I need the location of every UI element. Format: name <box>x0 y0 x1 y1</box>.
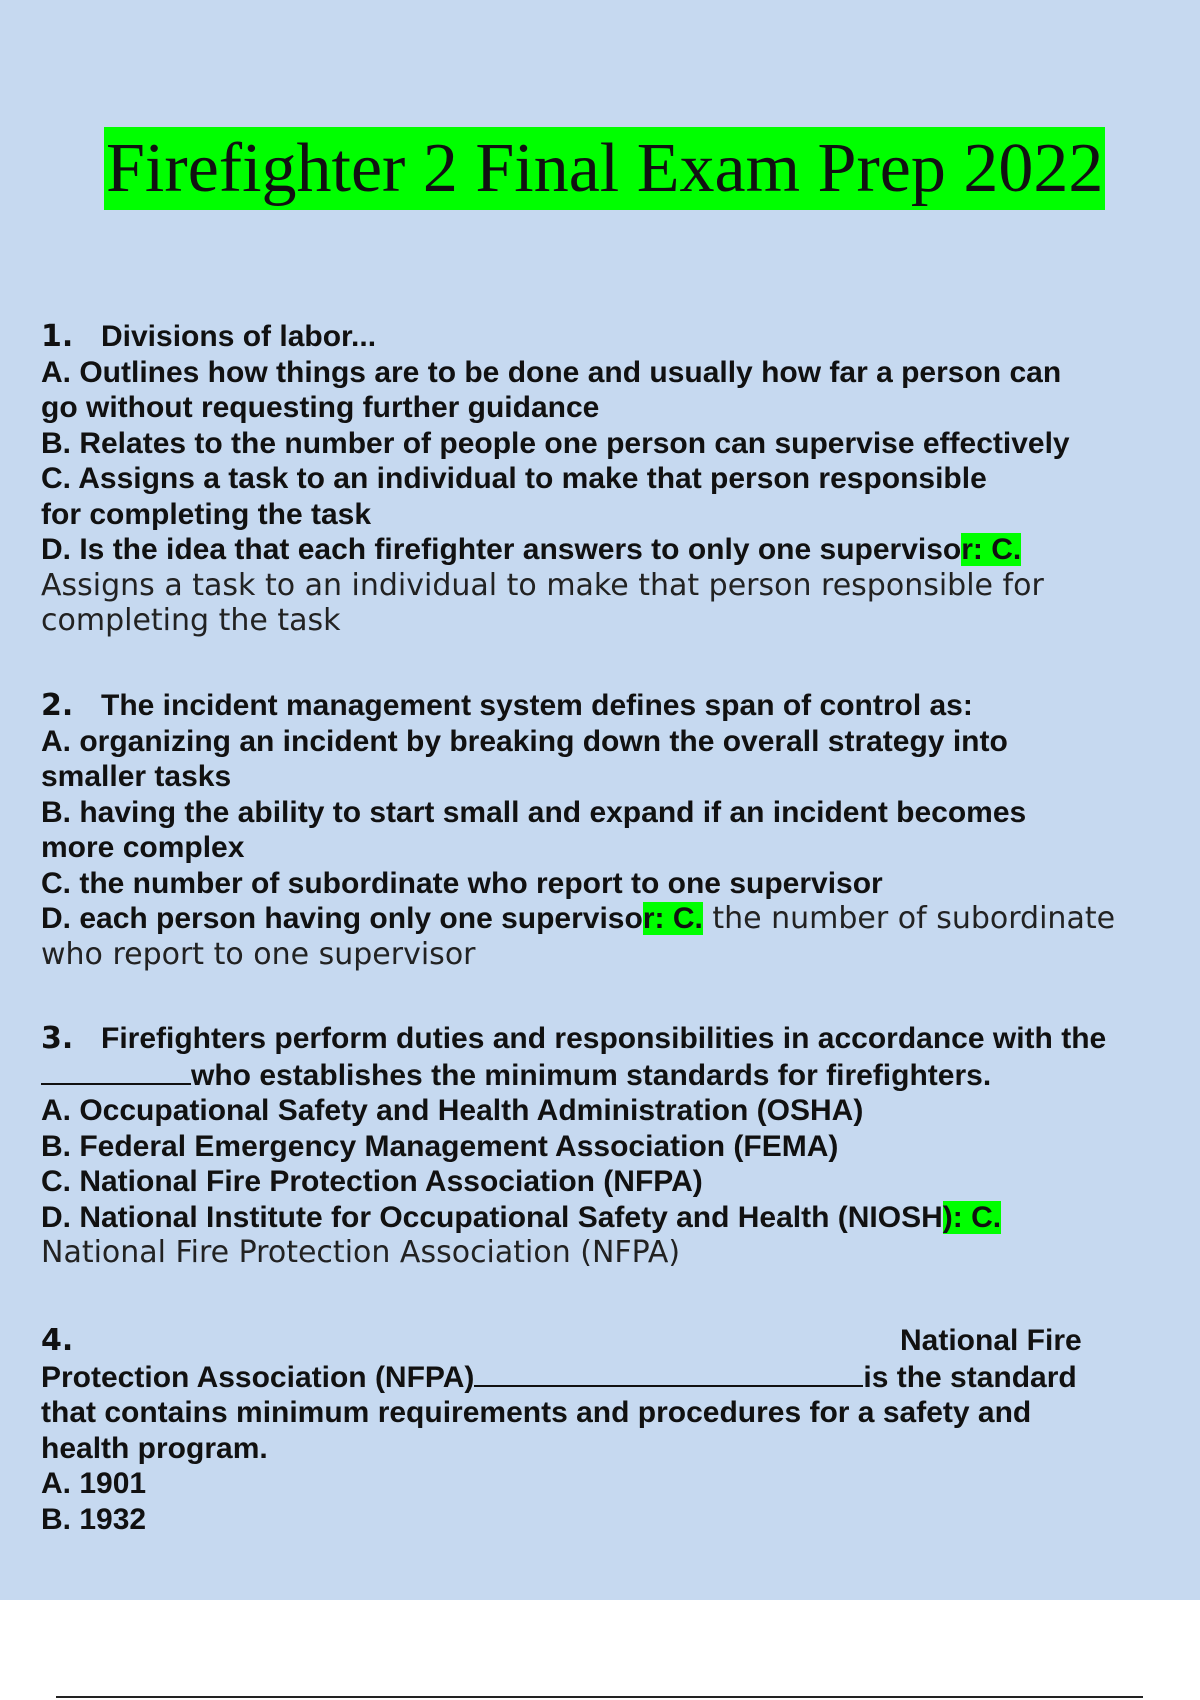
option-d <box>41 901 1191 937</box>
question-3-prompt-cont <box>41 1057 1191 1094</box>
option-c: C. Assigns a task to an individual to make that person responsible <box>41 462 987 495</box>
option-c-cont: for completing the task <box>41 497 372 531</box>
fill-in-blank <box>474 1359 863 1387</box>
question-1-prompt <box>41 319 1191 355</box>
question-2-prompt <box>41 688 1191 724</box>
question-3 <box>41 1021 1191 1271</box>
answer-highlight: r: C. <box>961 533 1022 566</box>
option-d-text: D. Is the idea that each firefighter answers to only one superviso <box>41 533 962 566</box>
option-d-text: D. National Institute for Occupational Safety and Health (NIOSH <box>41 1200 943 1234</box>
question-1 <box>41 319 1191 639</box>
option-a: A. Occupational Safety and Health Administration (OSHA) <box>41 1094 864 1127</box>
question-text-cont: Protection Association (NFPA) <box>41 1360 475 1394</box>
question-text: Firefighters perform duties and responsibilities in accordance with the <box>101 1022 1107 1055</box>
answer-text-cont: who report to one supervisor <box>41 936 476 972</box>
answer-text: the number of subordinate <box>702 901 1116 936</box>
question-number: 3. <box>41 1021 74 1056</box>
option-b-cont: more complex <box>41 831 245 864</box>
answer-highlight: ): C. <box>942 1200 1002 1234</box>
option-b: B. Federal Emergency Management Association (FEMA) <box>41 1129 839 1163</box>
question-text: The incident management system defines span of control as: <box>101 689 973 722</box>
answer-text: National Fire Protection Association (NFPA) <box>41 1235 681 1270</box>
question-3-prompt <box>41 1021 1191 1057</box>
option-b: B. having the ability to start small and expand if an incident becomes <box>41 795 1027 829</box>
question-4-prompt <box>41 1323 1191 1359</box>
option-a: A. 1901 <box>41 1467 147 1500</box>
question-2 <box>41 688 1191 972</box>
answer-text: Assigns a task to an individual to make that person responsible for <box>41 567 1044 603</box>
option-a-cont: smaller tasks <box>41 760 232 793</box>
question-text-line4: health program. <box>41 1431 268 1465</box>
question-text: Divisions of labor... <box>101 320 377 353</box>
option-d-text: D. each person having only one superviso <box>41 902 643 935</box>
question-text-line3: that contains minimum requirements and procedures for a safety and <box>41 1396 1032 1429</box>
page-title: Firefighter 2 Final Exam Prep 2022 <box>106 129 1104 207</box>
question-text: National Fire <box>900 1324 1082 1357</box>
option-b: B. 1932 <box>41 1502 147 1536</box>
question-number: 4. <box>41 1323 74 1358</box>
question-number: 1. <box>41 319 74 354</box>
question-4-prompt-cont <box>41 1359 1191 1396</box>
question-text-cont: who establishes the minimum standards for firefighters. <box>191 1058 992 1092</box>
question-number: 2. <box>41 688 74 723</box>
option-b: B. Relates to the number of people one person can supervise effectively <box>41 426 1070 460</box>
answer-highlight: r: C. <box>642 902 703 935</box>
option-a-cont: go without requesting further guidance <box>41 391 600 424</box>
option-c: C. National Fire Protection Association (NFPA) <box>41 1165 703 1198</box>
question-4 <box>41 1323 1191 1537</box>
option-d <box>41 1200 1191 1236</box>
option-a: A. organizing an incident by breaking down the overall strategy into <box>41 724 1008 758</box>
title-highlight <box>104 127 1105 210</box>
footer-divider <box>56 1696 1143 1698</box>
option-d <box>41 532 1191 568</box>
fill-in-blank <box>41 1057 191 1085</box>
answer-text-cont: completing the task <box>41 603 341 638</box>
option-c: C. the number of subordinate who report to one supervisor <box>41 866 883 900</box>
question-text-cont-right: is the standard <box>863 1360 1077 1394</box>
option-a: A. Outlines how things are to be done and usually how far a person can <box>41 355 1062 389</box>
